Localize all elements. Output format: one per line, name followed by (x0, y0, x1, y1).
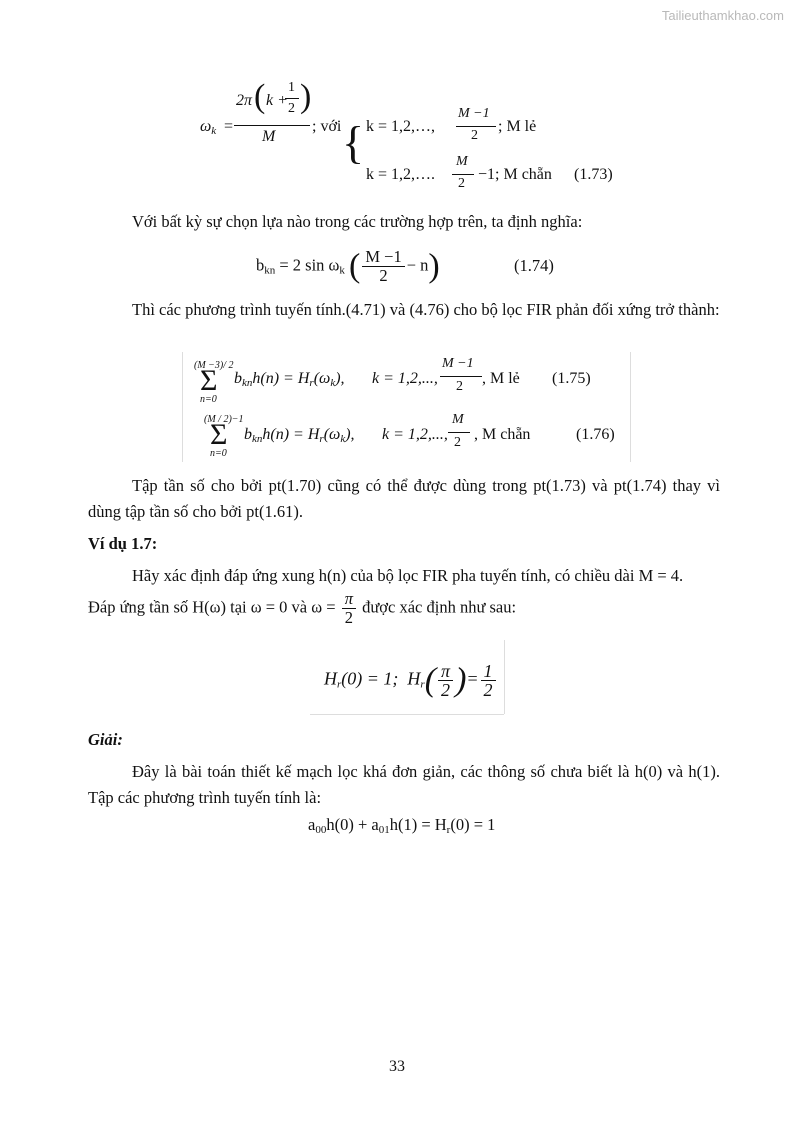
range-175: k = 1,2,..., (372, 370, 438, 387)
paragraph-frequency-response: Đáp ứng tần số H(ω) tại ω = 0 và ω = $\frac{\pi}{2}$ được xác định như sau: (88, 589, 517, 627)
paragraph-definition: Với bất kỳ sự chọn lựa nào trong các trường hợp trên, ta định nghĩa: (132, 212, 583, 231)
case2-frac-num: M (456, 154, 468, 169)
left-brace: { (342, 117, 365, 168)
sigma-175: Σ (200, 364, 218, 397)
paragraph-solution: Đây là bài toán thiết kế mạch lọc khá đơn giản, các thông số chưa biết là h(0) và h(1). Tập các phương trình tuyến tính là: (88, 762, 720, 807)
frac-num-176: M (452, 412, 464, 427)
case2-frac-den: 2 (458, 176, 465, 191)
watermark: Tailieuthamkhao.com (661, 8, 784, 23)
paragraph-frequency-set: Tập tần số cho bởi pt(1.70) cũng có thể được dùng trong pt(1.73) và pt(1.74) thay vì dùng tập tần số cho bởi pt(1.61). (88, 476, 720, 521)
case2-range: k = 1,2,…. (366, 166, 436, 183)
case1-tail: ; M lẻ (498, 118, 537, 135)
paragraph-antisymmetric: Thì các phương trình tuyến tính.(4.71) và (4.76) cho bộ lọc FIR phản đối xứng trở thành: (132, 300, 720, 319)
with-word: ; với (312, 118, 342, 135)
tail-175: , M lẻ (482, 370, 520, 387)
sum-upper-176: (M / 2)−1 (204, 414, 244, 425)
tail-176: , M chẵn (474, 426, 531, 443)
case1-frac-num: M −1 (458, 106, 490, 121)
equation-label-174: (1.74) (514, 256, 554, 275)
equation-label-173: (1.73) (574, 166, 613, 183)
equation-1-74: $b_{kn} = 2$ $\sin \omega_k$ ( $\frac{M -1}{2}$ − n) (256, 247, 440, 285)
denominator-m: M (262, 128, 276, 145)
frac-den-176: 2 (454, 435, 461, 450)
sum-lower-175: n=0 (200, 394, 217, 405)
frac-num-175: M −1 (442, 356, 474, 371)
equation-hr-values: $H_r(0) = 1$; $H_r$( $\frac{\pi}{2}$ )= $\frac{1}{2}$ (324, 662, 498, 699)
equation-linear: $a_{00}h(0) + a_{01}h(1) = H_r(0) = 1$ (308, 815, 496, 836)
case2-tail: −1; M chẵn (478, 166, 552, 183)
solution-title: Giải: (88, 730, 123, 749)
omega-k: $\omega_k$ (200, 118, 217, 137)
sum-upper-175: (M −3)/ 2 (194, 360, 234, 371)
numerator-2pi: 2π (236, 92, 253, 109)
body-175: $b_{kn}h(n) = H_r(\omega_k)$, (234, 370, 345, 389)
numerator-k: k + (266, 92, 288, 109)
equation-label-176: (1.76) (576, 426, 615, 443)
sum-lower-176: n=0 (210, 448, 227, 459)
paren-left: ( (254, 78, 266, 115)
frac-den-175: 2 (456, 379, 463, 394)
half-num: 1 (288, 80, 295, 95)
case1-range: k = 1,2,…, (366, 118, 436, 135)
sigma-176: Σ (210, 418, 228, 451)
page-number: 33 (389, 1058, 405, 1075)
equals-sign: = (224, 118, 234, 135)
half-den: 2 (288, 101, 295, 116)
paragraph-example: Hãy xác định đáp ứng xung h(n) của bộ lọc FIR pha tuyến tính, có chiều dài M = 4. (132, 566, 684, 585)
body-176: $b_{kn}h(n) = H_r(\omega_k)$, (244, 426, 355, 445)
case1-frac-den: 2 (471, 128, 478, 143)
example-title: Ví dụ 1.7: (88, 534, 158, 553)
range-176: k = 1,2,..., (382, 426, 448, 443)
equation-label-175: (1.75) (552, 370, 591, 387)
paren-right: ) (300, 78, 312, 115)
